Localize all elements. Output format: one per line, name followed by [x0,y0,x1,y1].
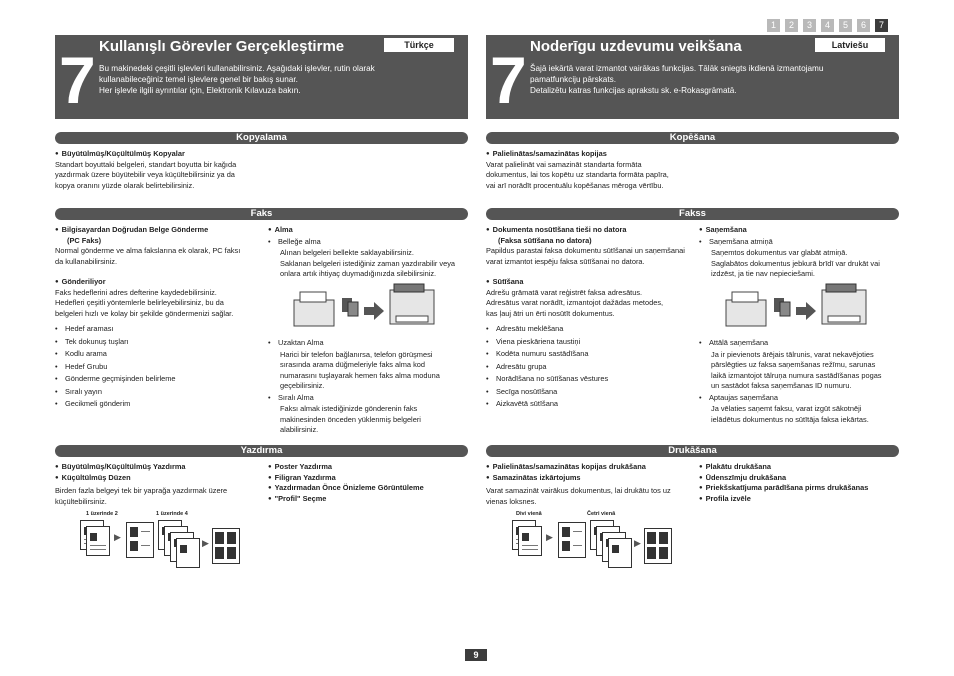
left-banner [55,35,468,119]
section-header-copy: Kopēšana [486,132,899,144]
page-nav [767,19,888,32]
layout-illustration-right: ▶ ▶ [512,518,672,566]
chapter-title: Kullanışlı Görevler Gerçekleştirme [99,38,345,55]
nav-page-5[interactable]: 5 [839,19,852,32]
list-item: • Tek dokunuş tuşları [55,336,265,349]
print-section-left: ● Palielinātas/samazinātas kopijas drukāšana ● Samazinātas izkārtojums Varat samazināt vairākus dokumentus, lai drukātu tos uz vienas loksnes. [486,462,696,507]
list-item: • Kodlu arama [55,348,265,361]
section-header-print: Yazdırma [55,445,468,457]
page-number: 9 [465,649,487,661]
list-item: • Viena pieskāriena taustiņi [486,336,701,349]
send-methods-list [486,323,701,411]
list-item: • Hedef araması [55,323,265,336]
section-header-fax: Fakss [486,208,899,220]
nav-page-3[interactable]: 3 [803,19,816,32]
fax-remote-section: • Uzaktan Alma Harici bir telefon bağlanırsa, telefon görüşmesi sırasında arama düğmeleriyle faks alma kod numarasını tuşlayarak hemen faks alma moduna geçebilirsiniz. • Sıralı Alma Faksı almak istediğinizde gönderenin faks makinesinden önceden yüklenmiş belgeleri alabilirsiniz. [268,337,468,436]
list-item: • Norādīšana no sūtīšanas vēstures [486,373,701,386]
caption-2in1: 1 üzerinde 2 [86,511,118,517]
print-section-left: ● Büyütülmüş/Küçültülmüş Yazdırma ● Küçültülmüş Düzen Birden fazla belgeyi tek bir yaprağa yazdırmak üzere küçültebilirsiniz. [55,462,265,507]
fax-memory-illustration [290,280,440,338]
list-item: • Secīga nosūtīšana [486,386,701,399]
fax-remote-section: • Attālā saņemšana Ja ir pievienots ārējais tālrunis, varat nekavējoties pārslēgties uz faksa saņemšanas režīmu, sarunas laikā izmantojot tālruņa numura sastādīšanas pogas un sastādot faksa saņemšanas ID numuru. • Aptaujas saņemšana Ja vēlaties saņemt faksu, varat izgūt sākotnēji ielādētus dokumentus no sūtītāja faksa iekārtas. [699,337,899,425]
section-header-copy: Kopyalama [55,132,468,144]
caption-2in1: Divi vienā [516,511,542,517]
fax-receive-section: ● Saņemšana • Saņemšana atmiņā Saņemtos dokumentus var glabāt atmiņā. Saglabātos dokumentus jebkurā brīdī var drukāt vai izdzēst, ja tie nav nepieciešami. [699,225,899,280]
chapter-intro: Šajā iekārtā varat izmantot vairākas funkcijas. Tālāk sniegts ikdienā izmantojamu pamatfunkciju pārskats. Detalizētu katras funkcijas aprakstu sk. e-Rokasgrāmatā. [530,64,824,95]
list-item: • Sıralı yayın [55,386,265,399]
copy-section: ● Büyütülmüş/Küçültülmüş Kopyalar Standart boyuttaki belgeleri, standart boyutta bir kağıda yazdırmak üzere büyütebilir veya küçültebilirsiniz ya da kopya oranını yüzde olarak belirtebilirsiniz. [55,149,265,191]
chapter-number: 7 [490,43,525,117]
layout-illustration-left: ▶ ▶ [80,518,240,566]
section-header-print: Drukāšana [486,445,899,457]
list-item: • Adresātu grupa [486,361,701,374]
fax-send-section: ● Bilgisayardan Doğrudan Belge Gönderme (PC Faks) Normal gönderme ve alma fakslarına ek olarak, PC faksı da kullanabilirsiniz. ● Gönderiliyor Faks hedeflerini adres defterine kaydedebilirsiniz. Hedefleri çeşitli yöntemlerle belirleyebilirsiniz, bu da belgeleri hızlı ve kolay bir şekilde göndermenizi sağlar. • Hedef araması • Tek dokunuş tuşları • Kodlu arama • Hedef Grubu • Gönderme geçmişinden belirleme • Sıralı yayın • Gecikmeli gönderim [55,225,265,411]
nav-page-6[interactable]: 6 [857,19,870,32]
fax-memory-illustration [722,280,872,338]
nav-page-4[interactable]: 4 [821,19,834,32]
copy-section: ● Palielinātas/samazinātas kopijas Varat palielināt vai samazināt standarta formāta dokumentus, lai tos kopētu uz standarta formāta papīra, vai arī norādīt procentuālu kopēšanas mēroga vērtību. [486,149,696,191]
send-methods-list [55,323,265,411]
nav-page-2[interactable]: 2 [785,19,798,32]
list-item: • Aizkavētā sūtīšana [486,398,701,411]
right-banner [486,35,899,119]
list-item: • Adresātu meklēšana [486,323,701,336]
list-item: • Gecikmeli gönderim [55,398,265,411]
language-badge: Latviešu [815,38,885,52]
fax-send-section: ● Dokumenta nosūtīšana tieši no datora (Faksa sūtīšana no datora) Papildus parastai faksa dokumentu sūtīšanai un saņemšanai varat izmantot iespēju faksa sūtīšanai no datora. ● Sūtīšana Adrešu grāmatā varat reģistrēt faksa adresātus. Adresātus varat norādīt, izmantojot dažādas metodes, kas ļauj ātri un ērti nosūtīt dokumentus. • Adresātu meklēšana • Viena pieskāriena taustiņi • Kodēta numuru sastādīšana • Adresātu grupa • Norādīšana no sūtīšanas vēstures • Secīga nosūtīšana • Aizkavētā sūtīšana [486,225,701,411]
chapter-title: Noderīgu uzdevumu veikšana [530,38,742,55]
list-item: • Gönderme geçmişinden belirleme [55,373,265,386]
list-item: • Hedef Grubu [55,361,265,374]
list-item: • Kodēta numuru sastādīšana [486,348,701,361]
nav-page-7[interactable]: 7 [875,19,888,32]
print-section-right: ● Plakātu drukāšana ● Ūdenszīmju drukāšana ● Priekšskatījuma parādīšana pirms drukāšanas ● Profila izvēle [699,462,899,504]
fax-receive-section: ● Alma • Belleğe alma Alınan belgeleri bellekte saklayabilirsiniz. Saklanan belgeleri istediğiniz zaman yazdırabilir veya onlara artık ihtiyaç duymadığınızda silebilirsiniz. [268,225,468,280]
caption-4in1: 1 üzerinde 4 [156,511,188,517]
section-header-fax: Faks [55,208,468,220]
caption-4in1: Četri vienā [587,511,616,517]
chapter-intro: Bu makinedeki çeşitli işlevleri kullanabilirsiniz. Aşağıdaki işlevler, rutin olarak kullanabileceğiniz temel işlevlere genel bir bakış sunar. Her işlevle ilgili ayrıntılar için, Elektronik Kılavuza bakın. [99,64,375,95]
language-badge: Türkçe [384,38,454,52]
chapter-number: 7 [59,43,94,117]
nav-page-1[interactable]: 1 [767,19,780,32]
print-section-right: ● Poster Yazdırma ● Filigran Yazdırma ● Yazdırmadan Önce Önizleme Görüntüleme ● "Profil" Seçme [268,462,468,504]
